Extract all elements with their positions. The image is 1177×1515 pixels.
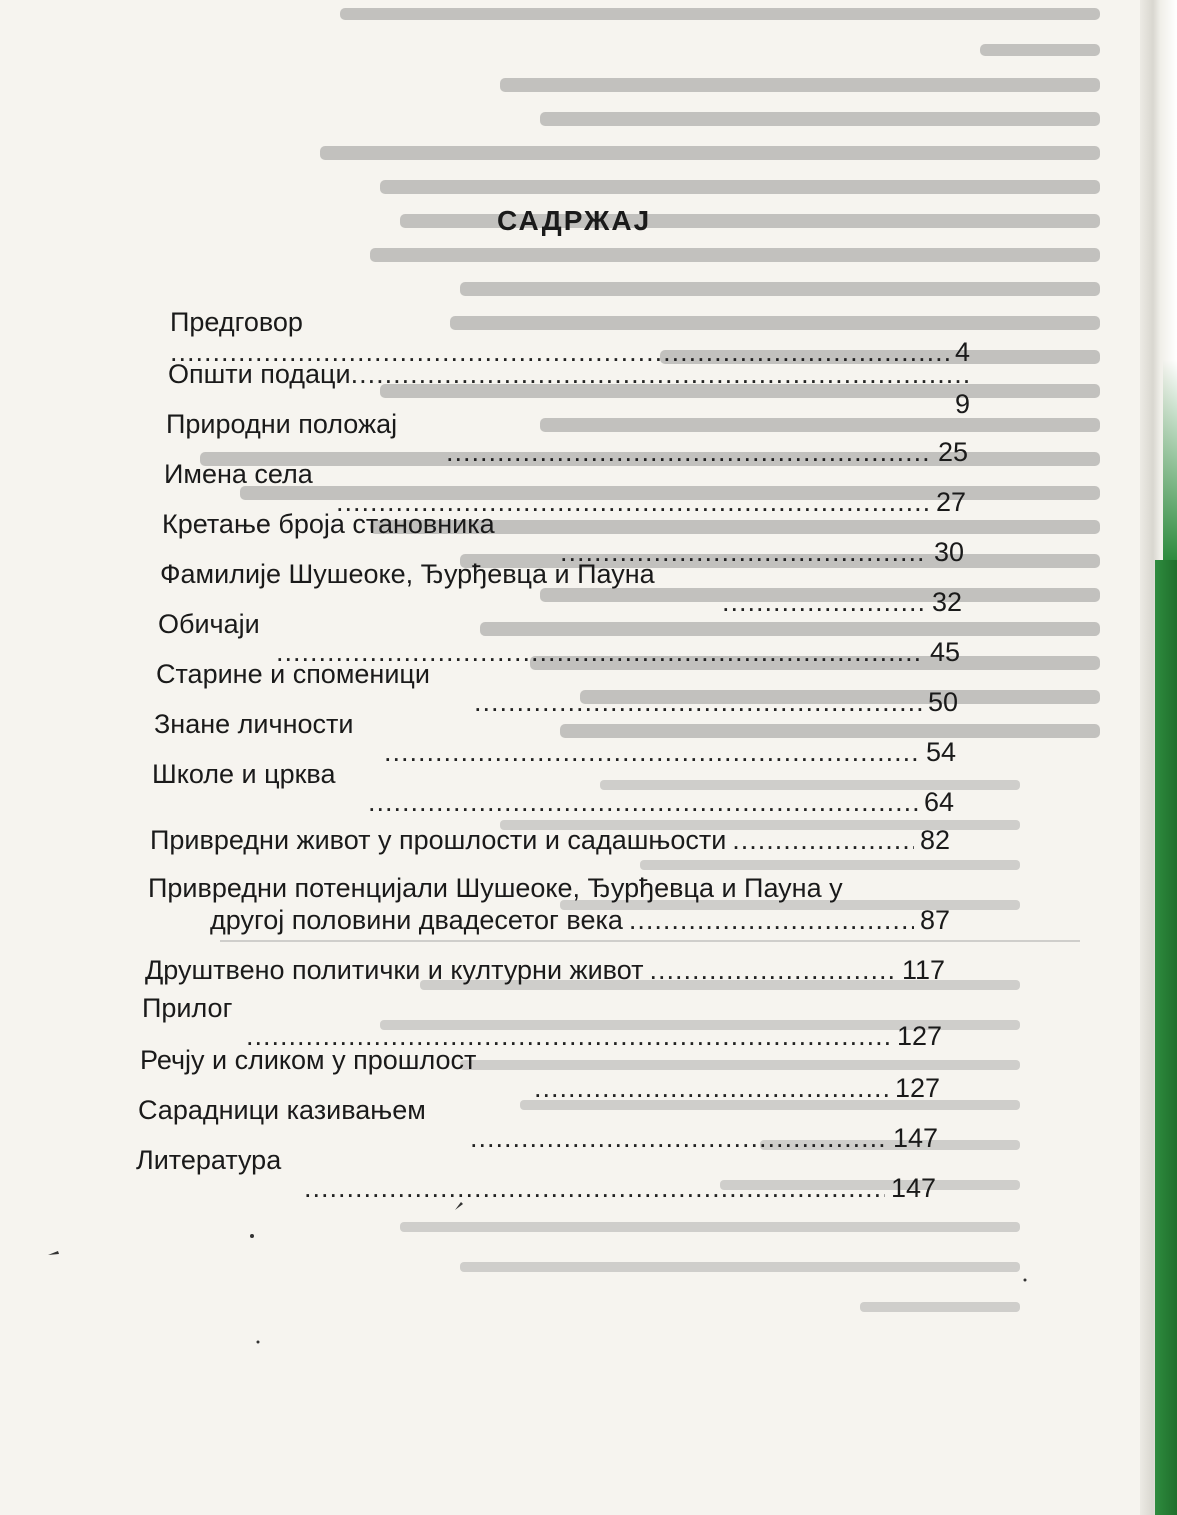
toc-page-number: 64 — [923, 787, 954, 817]
toc-entry-title: Литература — [136, 1145, 282, 1175]
toc-page-number: 50 — [927, 687, 958, 717]
toc-page-number: 25 — [937, 437, 968, 467]
toc-page-number: 45 — [929, 637, 960, 667]
speck — [257, 1341, 260, 1344]
speck — [48, 1251, 59, 1255]
toc-heading: САДРЖАЈ — [497, 205, 652, 236]
toc-page-number: 4 — [954, 337, 970, 367]
toc-entry-title: Старине и споменици — [156, 659, 430, 689]
green-cover-edge — [1155, 560, 1177, 1515]
toc-entry-title: Привредни потенцијали Шушеоке, Ђурђевца и Пауна у — [148, 873, 843, 903]
speck — [1024, 1279, 1027, 1282]
toc-page-number: 147 — [890, 1173, 936, 1203]
cover-edge-fade — [1163, 360, 1177, 560]
toc-page-number: 82 — [919, 825, 950, 855]
toc-page-number: 147 — [892, 1123, 938, 1153]
toc-entry-title: Прилог — [142, 993, 233, 1023]
toc-page-number: 54 — [925, 737, 956, 767]
toc-page-number: 30 — [933, 537, 964, 567]
toc-entry-title: Имена села — [164, 459, 313, 489]
toc-entry-title: Друштвено политички и културни живот — [145, 955, 644, 985]
toc-page-number: 87 — [919, 905, 950, 935]
toc-entry-title: Речју и сликом у прошлост — [140, 1045, 477, 1075]
toc-entry-title: Обичаји — [158, 609, 260, 639]
toc-entry-title: Општи подаци — [168, 359, 351, 389]
speck — [250, 1234, 254, 1238]
toc-page-number: 127 — [896, 1021, 942, 1051]
toc-entry-title: Кретање броја становника — [162, 509, 495, 539]
toc-page-number: 127 — [894, 1073, 940, 1103]
toc-page-number: 32 — [931, 587, 962, 617]
toc-entry-title-continued: другој половини двадесетог века — [210, 905, 623, 935]
toc-entry-title: Предговор — [170, 307, 303, 337]
toc-entry-title: Природни положај — [166, 409, 398, 439]
toc-entry-title: Сарадници казивањем — [138, 1095, 426, 1125]
toc-page-number: 9 — [954, 389, 970, 419]
toc-page-number: 27 — [935, 487, 966, 517]
toc-entry-title: Знане личности — [154, 709, 354, 739]
toc-entry-title: Фамилије Шушеоке, Ђурђевца и Пауна — [160, 559, 655, 589]
speck — [455, 1202, 463, 1210]
toc-page-number: 117 — [901, 955, 945, 985]
toc-entry-title: Школе и црква — [152, 759, 336, 789]
toc-entry-title: Привредни живот у прошлости и садашњости — [150, 825, 727, 855]
